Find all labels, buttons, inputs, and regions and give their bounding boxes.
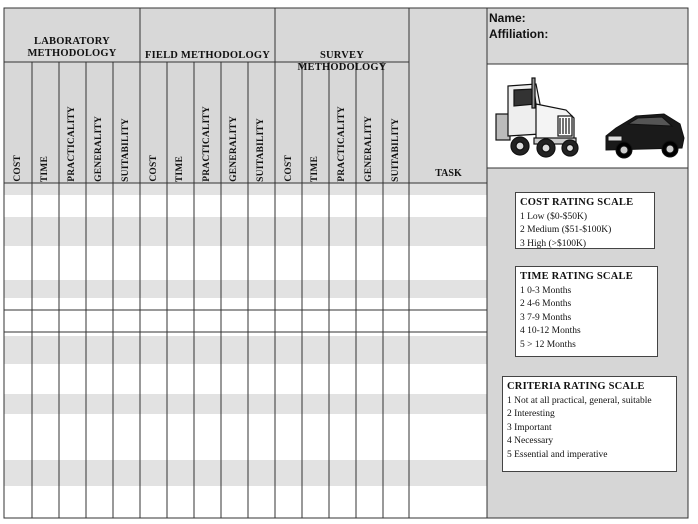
criteria-scale-item: 5 Essential and imperative [507,449,608,460]
affiliation-label: Affiliation: [489,27,549,41]
col-field-generality: GENERALITY [229,116,239,182]
criteria-scale-item: 1 Not at all practical, general, suitable [507,395,652,406]
name-label: Name: [489,11,526,25]
criteria-scale-item: 2 Interesting [507,409,555,420]
row-stripes [4,183,487,486]
col-survey-generality: GENERALITY [364,116,374,182]
cost-scale-item: 2 Medium ($51-$100K) [520,225,612,236]
time-scale-item: 1 0-3 Months [520,285,572,296]
time-scale-item: 5 > 12 Months [520,339,576,350]
cost-rating-scale [515,192,655,249]
col-lab-practicality: PRACTICALITY [67,106,77,182]
col-survey-cost: COST [284,155,294,182]
respondent-info [489,10,548,42]
time-scale-item: 2 4-6 Months [520,299,572,310]
time-scale-item: 4 10-12 Months [520,326,581,337]
col-field-practicality: PRACTICALITY [202,106,212,182]
col-lab-cost: COST [13,155,23,182]
vehicles-illustration [488,76,688,168]
group-title-survey: SURVEY METHODOLOGY [297,50,387,73]
criteria-scale-title: CRITERIA RATING SCALE [507,381,645,392]
col-survey-practicality: PRACTICALITY [337,106,347,182]
col-lab-generality: GENERALITY [94,116,104,182]
truck-icon [496,78,578,157]
cost-scale-title: COST RATING SCALE [520,197,634,208]
criteria-scale-item: 3 Important [507,422,552,433]
task-column-header: TASK [435,168,462,179]
col-survey-time: TIME [310,155,320,182]
col-lab-time: TIME [40,155,50,182]
time-scale-title: TIME RATING SCALE [520,271,633,282]
time-scale-item: 3 7-9 Months [520,312,572,323]
group-title-field: FIELD METHODOLOGY [144,50,271,61]
group-title-laboratory: LABORATORY METHODOLOGY [27,36,117,59]
col-lab-suitability: SUITABILITY [121,118,131,182]
cost-scale-item: 1 Low ($0-$50K) [520,211,588,222]
criteria-rating-scale [502,376,677,472]
col-field-cost: COST [149,155,159,182]
time-rating-scale [515,266,658,357]
col-field-time: TIME [175,155,185,182]
car-icon [606,114,684,158]
col-field-suitability: SUITABILITY [256,118,266,182]
criteria-scale-item: 4 Necessary [507,436,554,447]
col-survey-suitability: SUITABILITY [391,118,401,182]
cost-scale-item: 3 High (>$100K) [520,238,587,249]
